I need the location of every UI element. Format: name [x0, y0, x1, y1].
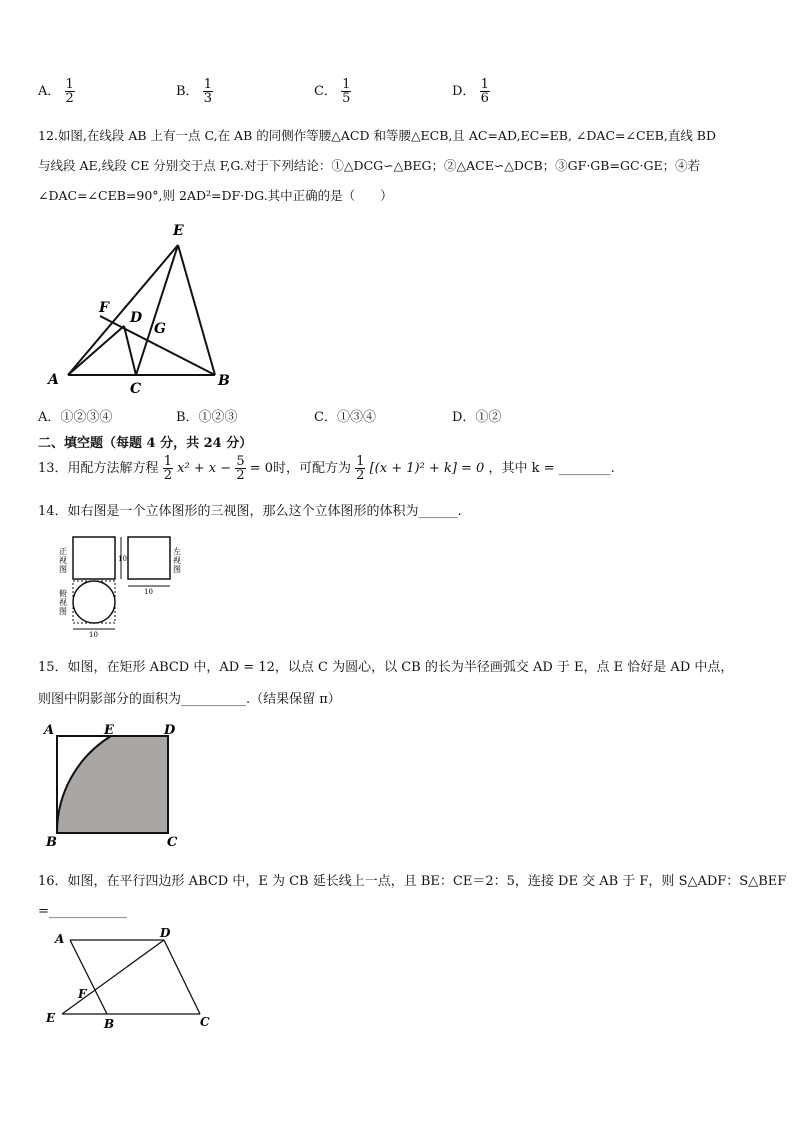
label-c: C: [130, 381, 142, 396]
q12-option-b: B．①②③: [176, 410, 238, 425]
q11-option-d: D． $\frac{1}{6}$: [452, 77, 489, 106]
q12-text-line3: ∠DAC=∠CEB=90°,则 2AD²=DF·DG.其中正确的是（ ）: [38, 188, 393, 203]
q16-text-line1: 16．如图，在平行四边形 ABCD 中，E 为 CB 延长线上一点，且 BE：CE＝2：5，连接 DE 交 AB 于 F，则 S△ADF：S△BEF: [38, 874, 787, 889]
q16-parallelogram-figure: [40, 922, 220, 1034]
segment-de: [62, 940, 164, 1014]
label-d: D: [160, 926, 171, 940]
label-e: E: [173, 223, 184, 239]
label-f: F: [78, 987, 87, 1001]
dim-top-label: 10: [89, 631, 98, 638]
q14-three-views-figure: [56, 532, 196, 638]
q14-text: 14．如右图是一个立体图形的三视图，那么这个立体图形的体积为______.: [38, 504, 462, 519]
label-d: D: [164, 723, 176, 738]
label-a: A: [55, 932, 65, 946]
label-c: C: [200, 1015, 210, 1029]
q13-fraction-3: $\frac{1}{2}$: [356, 454, 365, 483]
q11-option-b: B． $\frac{1}{3}$: [176, 77, 212, 106]
q12-option-d: D．①②: [452, 410, 502, 425]
q11-option-a-fraction: $\frac{1}{2}$: [65, 77, 74, 106]
label-b: B: [46, 835, 57, 850]
q12-option-a: A．①②③④: [38, 410, 113, 425]
top-view-circle: [73, 581, 115, 623]
q15-text-line2: 则图中阴影部分的面积为__________.（结果保留 π）: [38, 692, 341, 707]
side-view-square: [128, 537, 170, 579]
q13-fraction-1: $\frac{1}{2}$: [163, 454, 172, 483]
label-b: B: [218, 373, 230, 389]
q12-text-line2: 与线段 AE,线段 CE 分别交于点 F,G.对于下列结论：①△DCG∽△BEG；②△ACE∽△DCB；③GF·GB=GC·GE；④若: [38, 158, 701, 173]
label-b: B: [104, 1017, 115, 1031]
q16-text-line2: =____________: [38, 904, 127, 919]
q11-option-c-fraction: $\frac{1}{5}$: [342, 77, 351, 106]
q11-option-d-fraction: $\frac{1}{6}$: [480, 77, 489, 106]
label-e: E: [46, 1011, 56, 1025]
label-a: A: [44, 723, 55, 738]
q12-text-line1: 12.如图,在线段 AB 上有一点 C,在 AB 的同侧作等腰△ACD 和等腰△ECB,且 AC=AD,EC=EB, ∠DAC=∠CEB,直线 BD: [38, 128, 716, 143]
segment-ab: [70, 940, 107, 1014]
segment-ae: [68, 245, 178, 375]
q12-option-c: C．①③④: [314, 410, 376, 425]
q15-rectangle-figure: [40, 718, 190, 850]
front-view-label: 正视图: [59, 547, 67, 574]
q11-option-b-fraction: $\frac{1}{3}$: [203, 77, 212, 106]
side-view-label: 左视图: [173, 547, 181, 574]
q13-text: 13．用配方法解方程 $\frac{1}{2}$ x² + x − $\frac{5}{2}$ = 0时，可配方为 $\frac{1}{2}$ [(x + 1)² + k] = 0 ，其中 k = ________.: [38, 454, 615, 483]
top-view-label: 俯视图: [59, 589, 67, 616]
dim-height-label: 10: [118, 555, 127, 563]
q13-fraction-2: $\frac{5}{2}$: [236, 454, 245, 483]
segment-ec: [136, 245, 178, 375]
label-e: E: [104, 723, 114, 738]
q11-option-c: C． $\frac{1}{5}$: [314, 77, 351, 106]
segment-eb: [178, 245, 215, 375]
front-view-square: [73, 537, 115, 579]
label-g: G: [154, 321, 166, 337]
q11-option-a: A． $\frac{1}{2}$: [38, 77, 74, 106]
section-title-fill-in: 二、填空题（每题 4 分，共 24 分）: [38, 436, 253, 451]
q15-text-line1: 15．如图，在矩形 ABCD 中，AD = 12，以点 C 为圆心，以 CB 的长为半径画弧交 AD 于 E，点 E 恰好是 AD 中点，: [38, 660, 734, 675]
label-c: C: [167, 835, 178, 850]
label-d: D: [130, 310, 143, 326]
q12-triangle-figure: [40, 218, 260, 396]
label-a: A: [48, 372, 59, 388]
segment-ad: [68, 326, 124, 375]
segment-dc: [164, 940, 200, 1014]
label-f: F: [99, 300, 109, 316]
dim-side-label: 10: [144, 588, 153, 596]
